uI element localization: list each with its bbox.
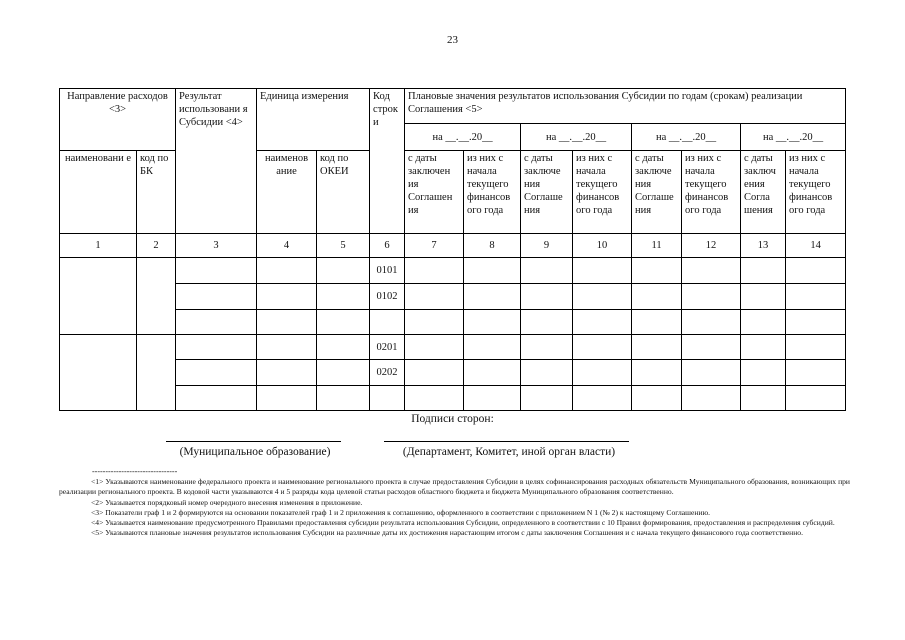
results-table: [59, 88, 846, 411]
column-number: 12: [682, 233, 741, 257]
header-unit: Единица измерения: [257, 89, 370, 151]
column-number: 14: [786, 233, 846, 257]
okei-cell: [317, 284, 370, 309]
footnote-1: <1> Указываются наименование федерального проекта и наименование регионального проекта в случае предоставления Субсидии в целях софинансирования расходных обязательств Муниципального образования, возникающих при реализации регионального проекта. В кодовой части указываются 4 и 5 разряды кода целевой статьи расходов областного бюджета и бюджета Муниципального образования соответственно.: [59, 477, 850, 497]
signature-caption-municipality: (Муниципальное образование): [179, 446, 331, 458]
column-number: 6: [370, 233, 405, 257]
result-cell: [176, 258, 257, 284]
unit-name-cell: [257, 360, 317, 385]
header-from-agreement: с даты заключе ния Соглаше ния: [521, 150, 573, 233]
direction-bk-cell: [137, 335, 176, 411]
footnote-3: <3> Показатели граф 1 и 2 формируются на основании показателей граф 1 и 2 приложения к соглашению, оформленного в соответствии с приложением N 1 (№ 2) к настоящему Соглашению.: [91, 507, 711, 517]
table-row: [60, 309, 846, 334]
row-code: 0102: [370, 284, 405, 309]
header-unit-name: наименов ание: [257, 150, 317, 233]
column-number: 10: [573, 233, 632, 257]
signature-line-right: [384, 441, 629, 442]
row-code: 0101: [370, 258, 405, 284]
row-code: 0201: [370, 335, 405, 360]
column-number: 13: [741, 233, 786, 257]
column-number: 7: [405, 233, 464, 257]
unit-name-cell: [257, 284, 317, 309]
header-from-year-start: из них с начала текущего финансов ого года: [786, 150, 846, 233]
header-year-2: на __.__.20__: [521, 124, 632, 150]
column-number: 9: [521, 233, 573, 257]
signatures-title: Подписи сторон:: [411, 413, 494, 425]
header-from-year-start: из них с начала текущего финансов ого года: [682, 150, 741, 233]
table-row: [60, 385, 846, 410]
direction-name-cell: [60, 335, 137, 411]
table-row: [60, 360, 846, 385]
page-number: 23: [447, 34, 458, 46]
signature-caption-department: (Департамент, Комитет, иной орган власти): [402, 446, 616, 458]
direction-bk-cell: [137, 258, 176, 335]
unit-name-cell: [257, 335, 317, 360]
header-direction: Направление расходов <3>: [60, 89, 176, 151]
table-row: [60, 335, 846, 360]
header-bk-code: код по БК: [137, 150, 176, 233]
header-from-year-start: из них с начала текущего финансов ого года: [573, 150, 632, 233]
table-row: [60, 258, 846, 284]
header-name: наименовани е: [60, 150, 137, 233]
header-from-year-start: из них с начала текущего финансов ого года: [464, 150, 521, 233]
footnote-4: <4> Указывается наименование предусмотренного Правилами предоставления субсидии результата использования Субсидии, определенного в соответствии с 10 Правил формирования, предоставления и распределения субсидий.: [91, 518, 835, 528]
unit-name-cell: [257, 258, 317, 284]
result-cell: [176, 284, 257, 309]
result-cell: [176, 335, 257, 360]
footnote-2: <2> Указывается порядковый номер очередного внесения изменения в приложение.: [91, 497, 363, 507]
column-number: 2: [137, 233, 176, 257]
column-number: 11: [632, 233, 682, 257]
okei-cell: [317, 360, 370, 385]
column-number: 3: [176, 233, 257, 257]
header-from-agreement: с даты заключ ения Согла шения: [741, 150, 786, 233]
header-year-4: на __.__.20__: [741, 124, 846, 150]
footnote-5: <5> Указываются плановые значения результатов использования Субсидии на различные даты их достижения нарастающим итогом с даты заключения Соглашения и с начала текущего финансового года соответственно.: [91, 528, 804, 538]
column-number: 8: [464, 233, 521, 257]
signature-line-left: [166, 441, 341, 442]
header-okei-code: код по ОКЕИ: [317, 150, 370, 233]
footnote-separator: --------------------------------: [92, 467, 178, 476]
okei-cell: [317, 258, 370, 284]
header-from-agreement: с даты заключен ия Соглашен ия: [405, 150, 464, 233]
column-number: 5: [317, 233, 370, 257]
result-cell: [176, 360, 257, 385]
row-code: 0202: [370, 360, 405, 385]
header-planned-values: Плановые значения результатов использования Субсидии по годам (срокам) реализации Соглашения <5>: [405, 89, 846, 124]
column-number: 4: [257, 233, 317, 257]
column-number: 1: [60, 233, 137, 257]
header-row-code: Код строк и: [370, 89, 405, 234]
header-result: Результат использовани я Субсидии <4>: [176, 89, 257, 234]
footnotes: [59, 477, 850, 539]
header-year-3: на __.__.20__: [632, 124, 741, 150]
direction-name-cell: [60, 258, 137, 335]
header-year-1: на __.__.20__: [405, 124, 521, 150]
table-row: [60, 284, 846, 309]
okei-cell: [317, 335, 370, 360]
header-from-agreement: с даты заключе ния Соглаше ния: [632, 150, 682, 233]
